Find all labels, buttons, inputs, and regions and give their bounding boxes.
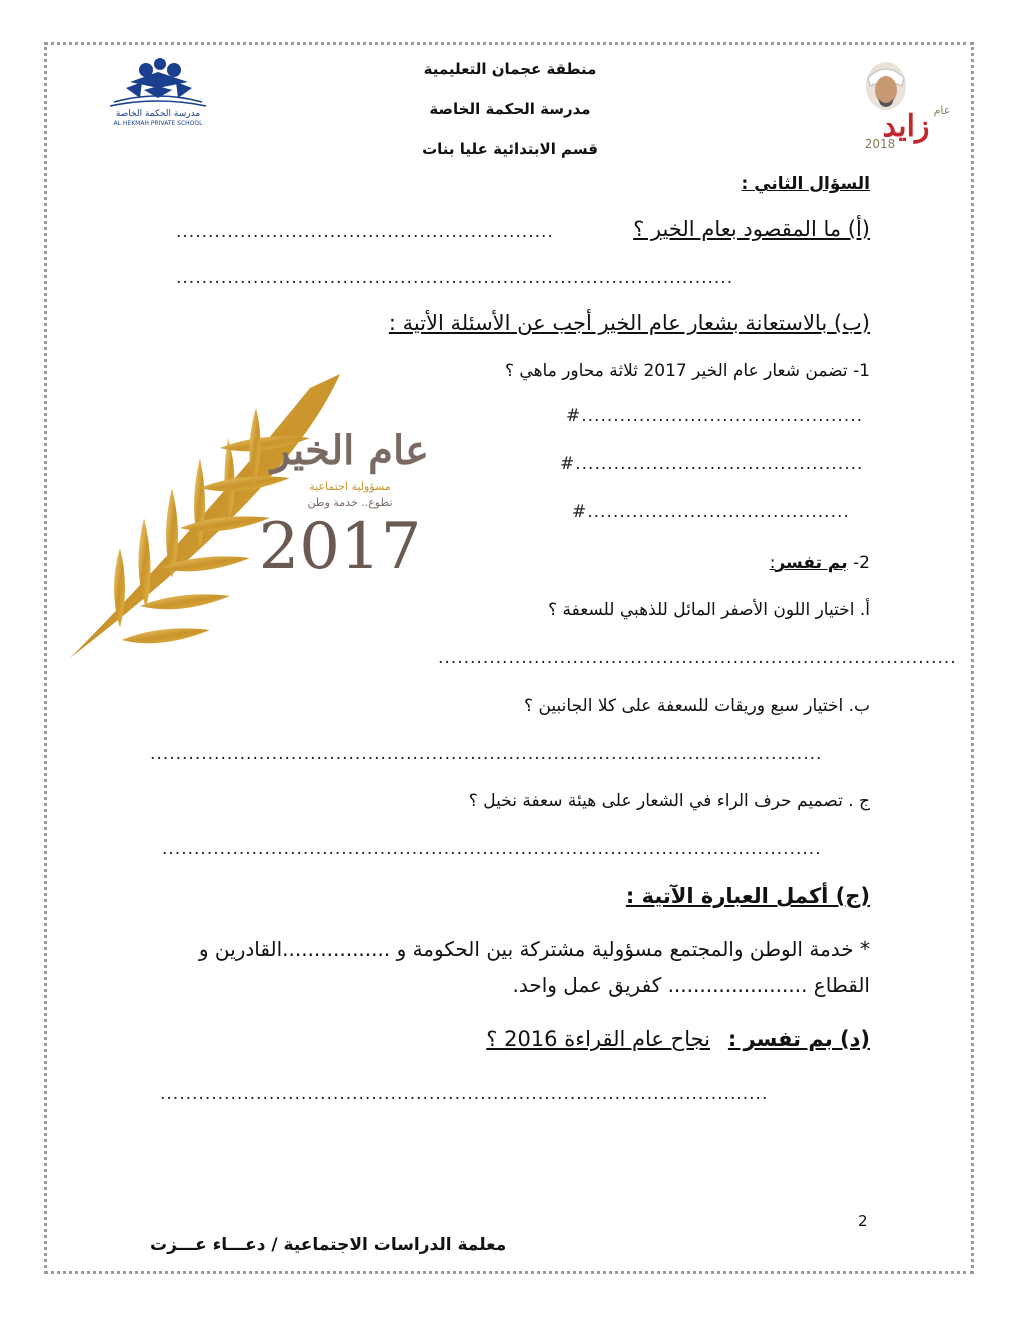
answer-line-a1: ........................................................... [176,222,554,242]
question-d-title: (د) بم تفسر : [727,1027,870,1051]
question-b-item-1: 1- تضمن شعار عام الخير 2017 ثلاثة محاور ماهي ؟ [504,361,870,381]
bullet-answer-1: #............................................ [566,406,864,426]
section-title: السؤال الثاني : [741,174,870,194]
zayed-word: زايد [882,109,930,144]
question-c-title: (ج) أكمل العبارة الآتية : [625,884,870,908]
sub-answer-b: ......................................................................................................... [150,744,823,764]
school-logo-english: AL HEKMAH PRIVATE SCHOOL [113,120,203,127]
page-number: 2 [858,1212,868,1230]
teacher-footer: معلمة الدراسات الاجتماعية / دعـــاء عـــزت [150,1235,507,1255]
item-2-colon: : [769,553,776,573]
question-b-item-2 [770,553,870,573]
question-c-line-2: القطاع ...................... كفريق عمل واحد. [512,973,870,997]
sub-question-b: ب. اختيار سبع وريقات للسعفة على كلا الجانبين ؟ [524,696,870,716]
item-2-number: 2- [853,553,870,573]
school-logo-arabic: مدرسة الحكمة الخاصة [115,109,201,119]
emblem-tagline-1: مسؤولية اجتماعية [309,480,391,493]
year-of-giving-emblem [60,368,430,668]
question-c-line-1: * خدمة الوطن والمجتمع مسؤولية مشتركة بين الحكومة و .................القادرين و [198,937,870,961]
header-line-school: مدرسة الحكمة الخاصة [429,100,591,118]
sub-answer-a: ................................................................................. [438,648,957,668]
zayed-label: عام [933,104,951,117]
sub-answer-c: ....................................................................................................... [162,839,822,859]
school-logo [96,58,220,128]
header-line-department: قسم الابتدائية عليا بنات [422,140,598,158]
sub-question-a: أ. اختيار اللون الأصفر المائل للذهبي للسعفة ؟ [548,600,870,620]
question-d-text: نجاح عام القراءة 2016 ؟ [486,1027,710,1051]
emblem-tagline-2: تطوع.. خدمة وطن [307,496,393,509]
zayed-year-logo [852,56,952,152]
question-b: (ب) بالاستعانة بشعار عام الخير أجب عن الأسئلة الأتية : [388,311,870,335]
emblem-title: عام الخير [270,427,430,474]
header-line-region: منطقة عجمان التعليمية [423,60,597,78]
bullet-answer-2: #............................................. [560,454,864,474]
sub-question-c: ج . تصميم حرف الراء في الشعار على هيئة سعفة نخيل ؟ [468,791,870,811]
answer-line-a2: ....................................................................................... [176,268,734,288]
item-2-label: بم تفسر [775,553,848,573]
question-a: (أ) ما المقصود بعام الخير ؟ [633,217,870,241]
emblem-year: 2017 [258,510,422,584]
zayed-year: 2018 [864,137,896,151]
bullet-answer-3: #......................................... [572,502,850,522]
answer-line-d: ............................................................................................... [160,1084,769,1104]
